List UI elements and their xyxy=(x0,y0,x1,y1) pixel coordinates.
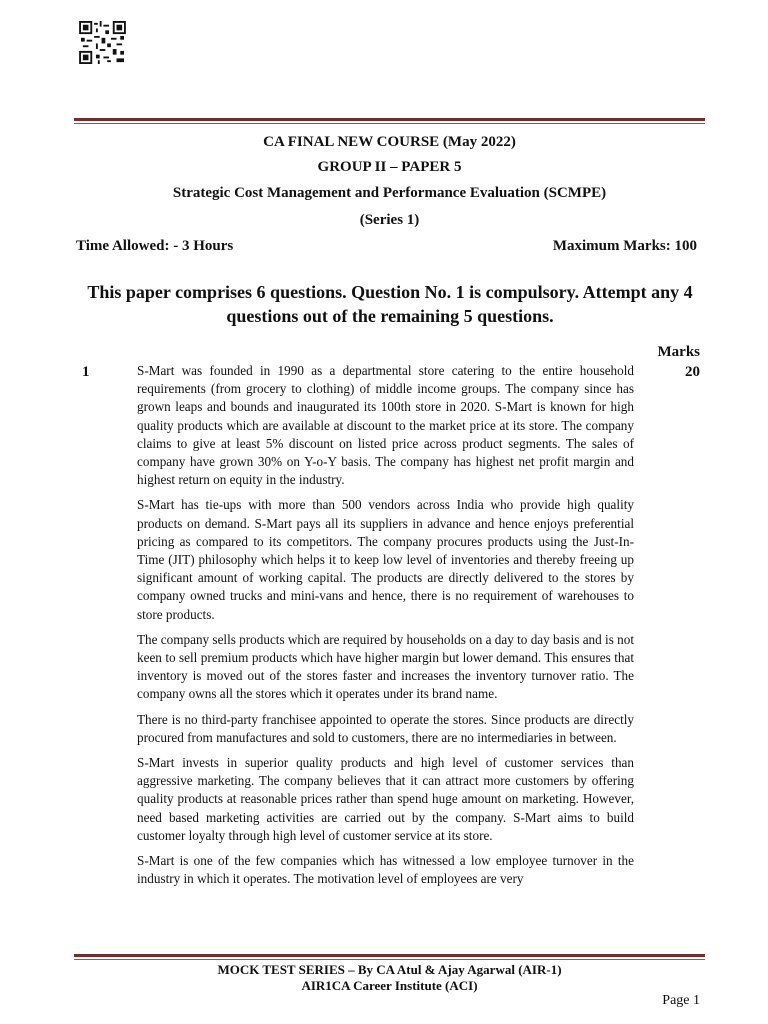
maximum-marks: Maximum Marks: 100 xyxy=(552,238,697,254)
paragraph: S-Mart invests in superior quality products and high level of customer services than aggressive marketing. The company believes that it can attract more customers by offering quality products at reasonable prices rather than spend huge amount on marketing. However, need based marketing activities are carried out by the company. S-Mart aims to build customer loyalty through high level of customer service at its store. xyxy=(137,755,634,843)
top-divider-thin xyxy=(74,123,705,124)
footer-series: MOCK TEST SERIES – By CA Atul & Ajay Agarwal (AIR-1) xyxy=(217,962,562,977)
paragraph: The company sells products which are required by households on a day to day basis and is not keen to sell premium products which have higher margin but lower demand. This ensures that inventory is moved out of the stores faster and increases the inventory turnover ratio. The company owns all the stores which it operates under its brand name. xyxy=(137,631,634,702)
top-divider xyxy=(74,118,705,121)
subject-title: Strategic Cost Management and Performance Evaluation (SCMPE) xyxy=(172,185,607,201)
group-title: GROUP II – PAPER 5 xyxy=(317,159,462,175)
paragraph: S-Mart has tie-ups with more than 500 vendors across India who provide high quality products on demand. S-Mart pays all its suppliers in advance and hence enjoys preferential pricing as compared to its competitors. The company procures products using the Just-In-Time (JIT) philosophy which helps it to keep low level of inventories and thereby freeing up significant amount of working capital. The products are directly delivered to the stores by company owned trucks and mini-vans and hence, there is no requirement of warehouses to store products. xyxy=(137,497,634,622)
bottom-divider-thin xyxy=(74,959,705,960)
footer xyxy=(74,962,705,994)
question-body xyxy=(137,362,634,895)
question-marks: 20 xyxy=(685,364,700,380)
paper-instructions: This paper comprises 6 questions. Question No. 1 is compulsory. Attempt any 4 questions out of the remaining 5 questions. xyxy=(87,282,693,326)
footer-institute: AIR1CA Career Institute (ACI) xyxy=(301,978,478,993)
paragraph: S-Mart is one of the few companies which has witnessed a low employee turnover in the industry in which it operates. The motivation level of employees are very xyxy=(137,853,634,887)
time-allowed: Time Allowed: - 3 Hours xyxy=(76,238,234,254)
qr-code-icon xyxy=(79,21,126,64)
paragraph: S-Mart was founded in 1990 as a departmental store catering to the entire household requirements (from grocery to clothing) of middle income groups. The company since has grown leaps and bounds and inaugurated its 100th store in 2020. S-Mart is known for high quality products which are available at discount to the market price at its store. The company claims to give at least 5% discount on listed price across product segments. The sales of company have grown 30% on Y-o-Y basis. The company has highest net profit margin and highest return on equity in the industry. xyxy=(137,363,634,488)
series-title: (Series 1) xyxy=(359,212,420,228)
course-title: CA FINAL NEW COURSE (May 2022) xyxy=(263,134,516,150)
question-number: 1 xyxy=(82,364,90,380)
page-number: Page 1 xyxy=(662,993,700,1008)
bottom-divider xyxy=(74,954,705,957)
marks-column-header: Marks xyxy=(657,344,700,360)
paragraph: There is no third-party franchisee appointed to operate the stores. Since products are directly procured from manufactures and sold to customers, there are no intermediaries in between. xyxy=(137,711,634,745)
